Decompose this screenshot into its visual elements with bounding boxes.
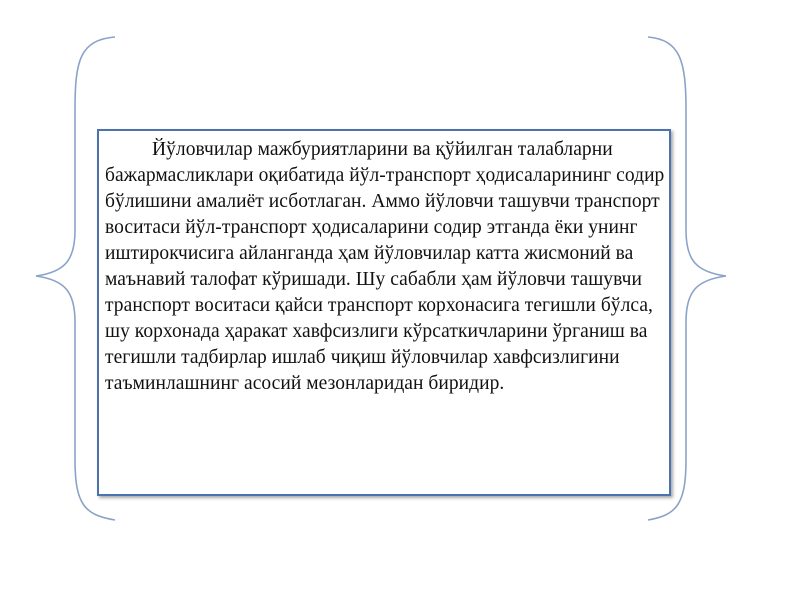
text-box [97, 129, 671, 496]
body-paragraph: Йўловчилар мажбуриятларини ва қўйилган талабларни бажармасликлари оқибатида йўл-транспорт ҳодисаларининг содир бўлишини амалиёт исботлаган. Аммо йўловчи ташувчи транспорт воситаси йўл-транспорт ҳодисаларини содир этганда ёки унинг иштирокчисига айланганда ҳам йўловчилар катта жисмоний ва маънавий талофат кўришади. Шу сабабли ҳам йўловчи ташувчи транспорт воситаси қайси транспорт корхонасига тегишли бўлса, шу корхонада ҳаракат хавфсизлиги кўрсаткичларини ўрганиш ва тегишли тадбирлар ишлаб чиқиш йўловчилар хавфсизлигини таъминлашнинг асосий мезонларидан биридир. [105, 139, 665, 394]
